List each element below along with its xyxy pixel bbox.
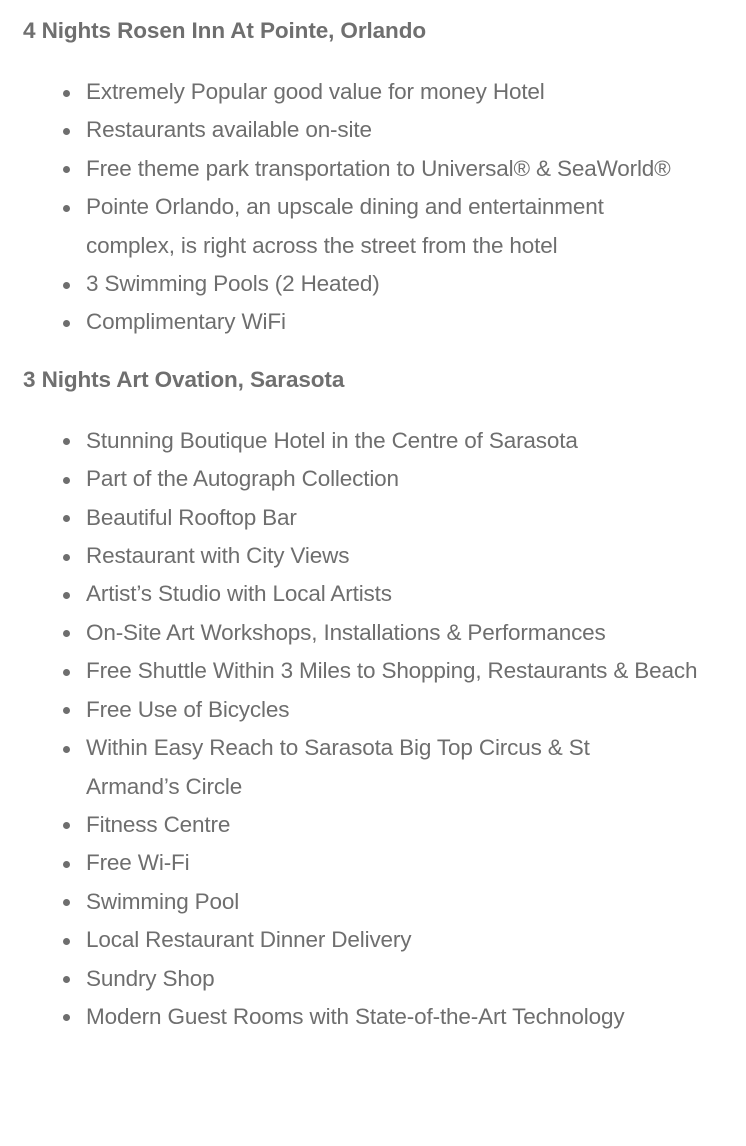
list-item: Modern Guest Rooms with State-of-the-Art Technology [86,998,746,1036]
list-item: Free Shuttle Within 3 Miles to Shopping, Restaurants & Beach [86,652,726,690]
list-item: Part of the Autograph Collection [86,460,746,498]
feature-list-art-ovation [23,422,746,1037]
list-item: Free theme park transportation to Universal® & SeaWorld® [86,150,696,188]
list-item: Artist’s Studio with Local Artists [86,575,746,613]
list-item: 3 Swimming Pools (2 Heated) [86,265,746,303]
feature-list-rosen-inn [23,73,746,342]
list-item: Pointe Orlando, an upscale dining and entertainment complex, is right across the street from the hotel [86,188,696,265]
list-item: Extremely Popular good value for money Hotel [86,73,746,111]
list-item: Stunning Boutique Hotel in the Centre of Sarasota [86,422,746,460]
list-item: Beautiful Rooftop Bar [86,499,746,537]
list-item: Fitness Centre [86,806,746,844]
list-item: On-Site Art Workshops, Installations & Performances [86,614,746,652]
list-item: Restaurants available on-site [86,111,746,149]
list-item: Sundry Shop [86,960,746,998]
list-item: Swimming Pool [86,883,746,921]
list-item: Restaurant with City Views [86,537,746,575]
list-item: Free Wi-Fi [86,844,746,882]
section-title-art-ovation: 3 Nights Art Ovation, Sarasota [23,366,345,392]
list-item: Local Restaurant Dinner Delivery [86,921,746,959]
list-item: Complimentary WiFi [86,303,746,341]
section-title-rosen-inn: 4 Nights Rosen Inn At Pointe, Orlando [23,18,426,43]
list-item: Free Use of Bicycles [86,691,746,729]
list-item: Within Easy Reach to Sarasota Big Top Circus & St Armand’s Circle [86,729,686,806]
